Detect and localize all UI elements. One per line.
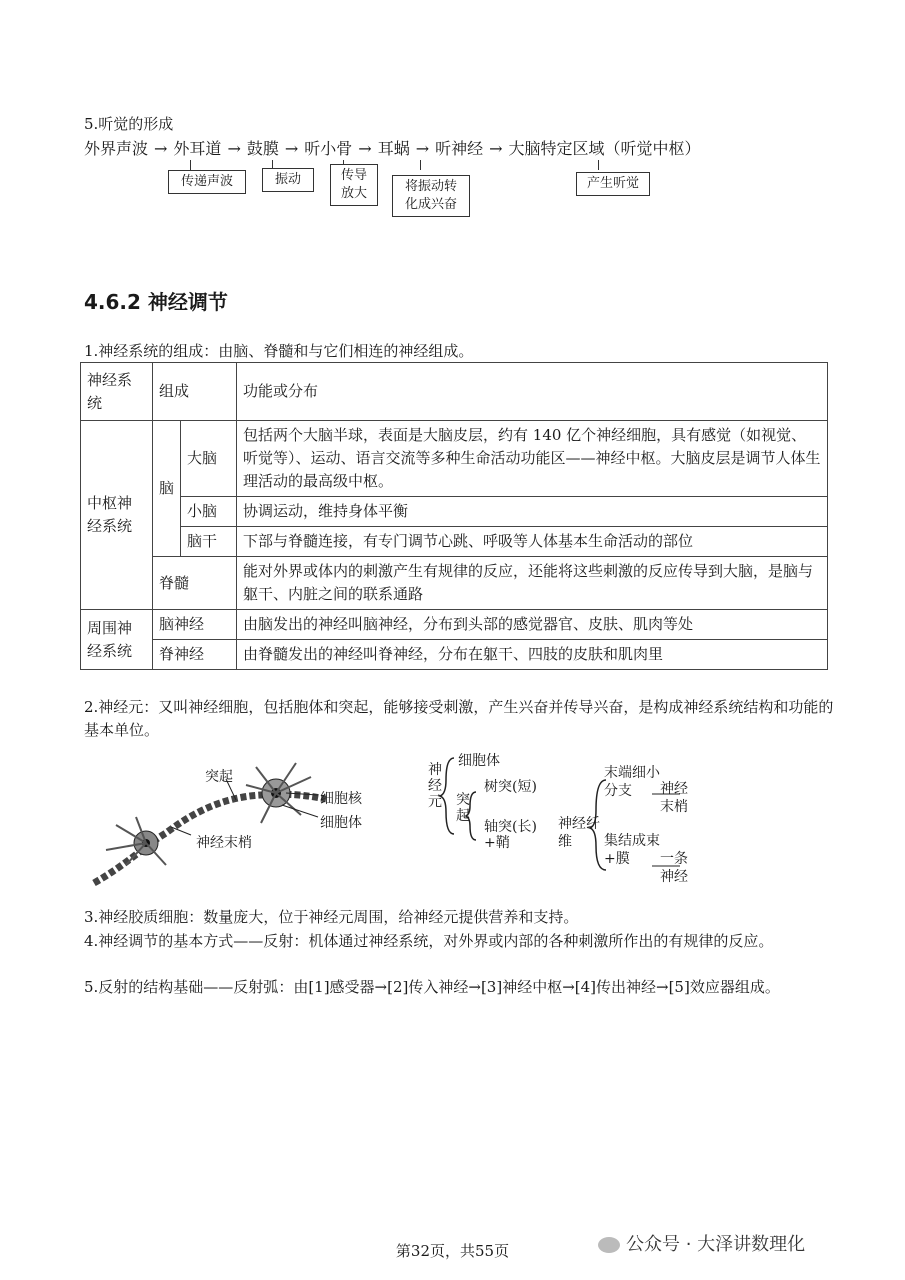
spinal-label: 脊髓 xyxy=(153,557,237,610)
tree-axon: 轴突(长) xyxy=(484,819,537,835)
tree-ending: 神经末梢 xyxy=(660,781,688,815)
tree-root: 神经元 xyxy=(428,762,442,810)
item-4: 4.神经调节的基本方式——反射：机体通过神经系统，对外界或内部的各种刺激所作出的有规律的反应。 xyxy=(84,932,774,950)
arrow-icon: → xyxy=(415,139,430,158)
tree-process: 突起 xyxy=(456,792,470,824)
item-5: 5.反射的结构基础——反射弧：由[1]感受器→[2]传入神经→[3]神经中枢→[4]传出神经→[5]效应器组成。 xyxy=(84,978,780,996)
chain-step: 听小骨 xyxy=(304,139,353,158)
watermark xyxy=(598,1230,805,1256)
brain-label: 脑 xyxy=(153,421,181,557)
tree-dendrite: 树突(短) xyxy=(484,779,537,795)
chain-step: 外耳道 xyxy=(173,139,222,158)
header-func: 功能或分布 xyxy=(237,363,828,421)
note-box: 将振动转 化成兴奋 xyxy=(392,175,470,217)
arrow-icon: → xyxy=(284,139,299,158)
arrow-icon: → xyxy=(227,139,241,158)
spinalnerve-label: 脊神经 xyxy=(153,640,237,670)
cranial-func: 由脑发出的神经叫脑神经，分布到头部的感觉器官、皮肤、肌肉等处 xyxy=(237,610,828,640)
tree-sheath: +鞘 xyxy=(484,835,510,851)
arrow-icon: → xyxy=(489,139,503,158)
item-1: 1.神经系统的组成：由脑、脊髓和与它们相连的神经组成。 xyxy=(84,342,474,360)
cerebrum-label: 大脑 xyxy=(181,421,237,497)
header-system: 神经系统 xyxy=(81,363,153,421)
chain-step: 鼓膜 xyxy=(246,139,279,158)
chain-step: 大脑特定区域（听觉中枢） xyxy=(508,139,701,158)
arrow-icon: → xyxy=(154,139,168,158)
chain-step: 外界声波 xyxy=(84,139,149,158)
item-2: 2.神经元：又叫神经细胞，包括胞体和突起，能够接受刺激，产生兴奋并传导兴奋，是构成神经系统结构和功能的基本单位。 xyxy=(84,698,834,739)
item-3: 3.神经胶质细胞：数量庞大，位于神经元周围，给神经元提供营养和支持。 xyxy=(84,908,579,926)
label-process: 突起 xyxy=(205,769,233,785)
note-box: 振动 xyxy=(262,168,314,192)
spinal-func: 能对外界或体内的刺激产生有规律的反应，还能将这些刺激的反应传导到大脑，是脑与躯干、内脏之间的联系通路 xyxy=(237,557,828,610)
chain-step: 耳蜗 xyxy=(377,139,410,158)
spinalnerve-func: 由脊髓发出的神经叫脊神经，分布在躯干、四肢的皮肤和肌肉里 xyxy=(237,640,828,670)
watermark-text: 公众号 · 大泽讲数理化 xyxy=(626,1234,806,1255)
label-nucleus: 细胞核 xyxy=(320,791,362,807)
hearing-title: 5.听觉的形成 xyxy=(84,115,174,133)
brainstem-func: 下部与脊髓连接，有专门调节心跳、呼吸等人体基本生命活动的部位 xyxy=(237,527,828,557)
hearing-chain xyxy=(84,136,701,159)
central-label: 中枢神经系统 xyxy=(81,421,153,610)
tree-fiber: 神经纤维 xyxy=(558,816,600,850)
tree-branch-b: 集结成束+膜 xyxy=(604,833,660,867)
cerebellum-func: 协调运动，维持身体平衡 xyxy=(237,497,828,527)
section-heading: 4.6.2 神经调节 xyxy=(84,290,228,314)
brainstem-label: 脑干 xyxy=(181,527,237,557)
label-ending: 神经末梢 xyxy=(196,835,252,851)
wechat-icon xyxy=(598,1237,620,1253)
arrow-icon: → xyxy=(358,139,372,158)
label-body: 细胞体 xyxy=(320,815,362,831)
cerebrum-func: 包括两个大脑半球，表面是大脑皮层，约有 140 亿个神经细胞，具有感觉（如视觉、听觉等）、运动、语言交流等多种生命活动功能区——神经中枢。大脑皮层是调节人体生理活动的最高级中枢。 xyxy=(237,421,828,497)
cerebellum-label: 小脑 xyxy=(181,497,237,527)
tree-branch-a: 末端细小分支 xyxy=(604,765,660,799)
tree-nerve: 一条神经 xyxy=(660,851,688,885)
note-box: 传导 放大 xyxy=(330,164,378,206)
peripheral-label: 周围神经系统 xyxy=(81,610,153,670)
tree-cell-body: 细胞体 xyxy=(458,753,500,769)
note-box: 传递声波 xyxy=(168,170,246,194)
nervous-system-table xyxy=(80,362,828,670)
note-box: 产生听觉 xyxy=(576,172,650,196)
cranial-label: 脑神经 xyxy=(153,610,237,640)
header-part: 组成 xyxy=(153,363,237,421)
page-footer: 第32页，共55页 xyxy=(395,1242,510,1260)
chain-step: 听神经 xyxy=(435,139,484,158)
